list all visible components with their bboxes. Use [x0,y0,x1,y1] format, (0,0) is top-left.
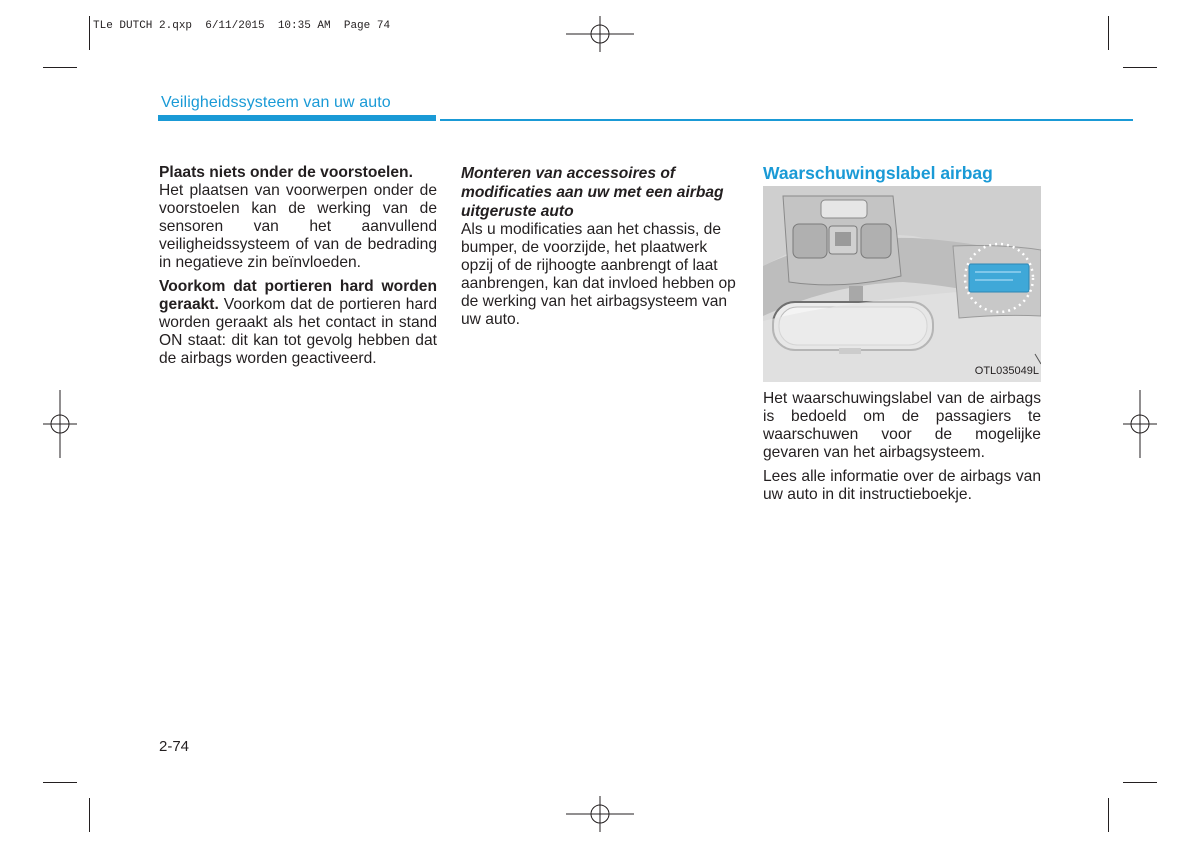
page-number: 2-74 [159,738,190,755]
registration-mark-top [566,16,634,52]
subheading-accessories: Monteren van accessoires of modificaties aan uw met een airbag uitgeruste auto [461,165,724,220]
paragraph-label-purpose: Het waarschuwingslabel van de airbags is bedoeld om de passagiers te waarschuwen voor de mogelijke gevaren van het airbagsysteem. [763,390,1041,461]
section-title: Veiligheidssysteem van uw auto [161,94,391,111]
paragraph-text: Het plaatsen van voorwerpen onder de voorstoelen kan de werking van de sensoren van het aanvullend veiligheidssysteem of van de bedrading in negatieve zin beïnvloeden. [159,182,437,271]
registration-mark-bottom [566,796,634,832]
registration-mark-right [1123,390,1157,458]
print-slug: TLe DUTCH 2.qxp 6/11/2015 10:35 AM Page 74 [93,20,391,32]
figure-id: OTL035049L [974,365,1039,377]
paragraph-text: Voorkom dat de portieren hard worden geraakt als het contact in stand ON staat: dit kan tot gevolg hebben dat de airbags worden geactiveerd. [159,296,437,367]
paragraph-modifications: Als u modificaties aan het chassis, de bumper, de voorzijde, het plaatwerk opzij of de rijhoogte aanbrengt of laat aanbrengen, kan dat invloed hebben op de werking van het airbagsysteem van uw auto. [461,221,736,328]
paragraph-read-manual: Lees alle informatie over de airbags van uw auto in dit instructieboekje. [763,468,1041,503]
paragraph-heading: Voorkom dat portieren hard worden geraakt. [159,278,437,313]
registration-mark-left [43,390,77,458]
heading-airbag-label: Waarschuwingslabel airbag [763,163,993,183]
paragraph-heading: Plaats niets onder de voorstoelen. [159,164,413,181]
